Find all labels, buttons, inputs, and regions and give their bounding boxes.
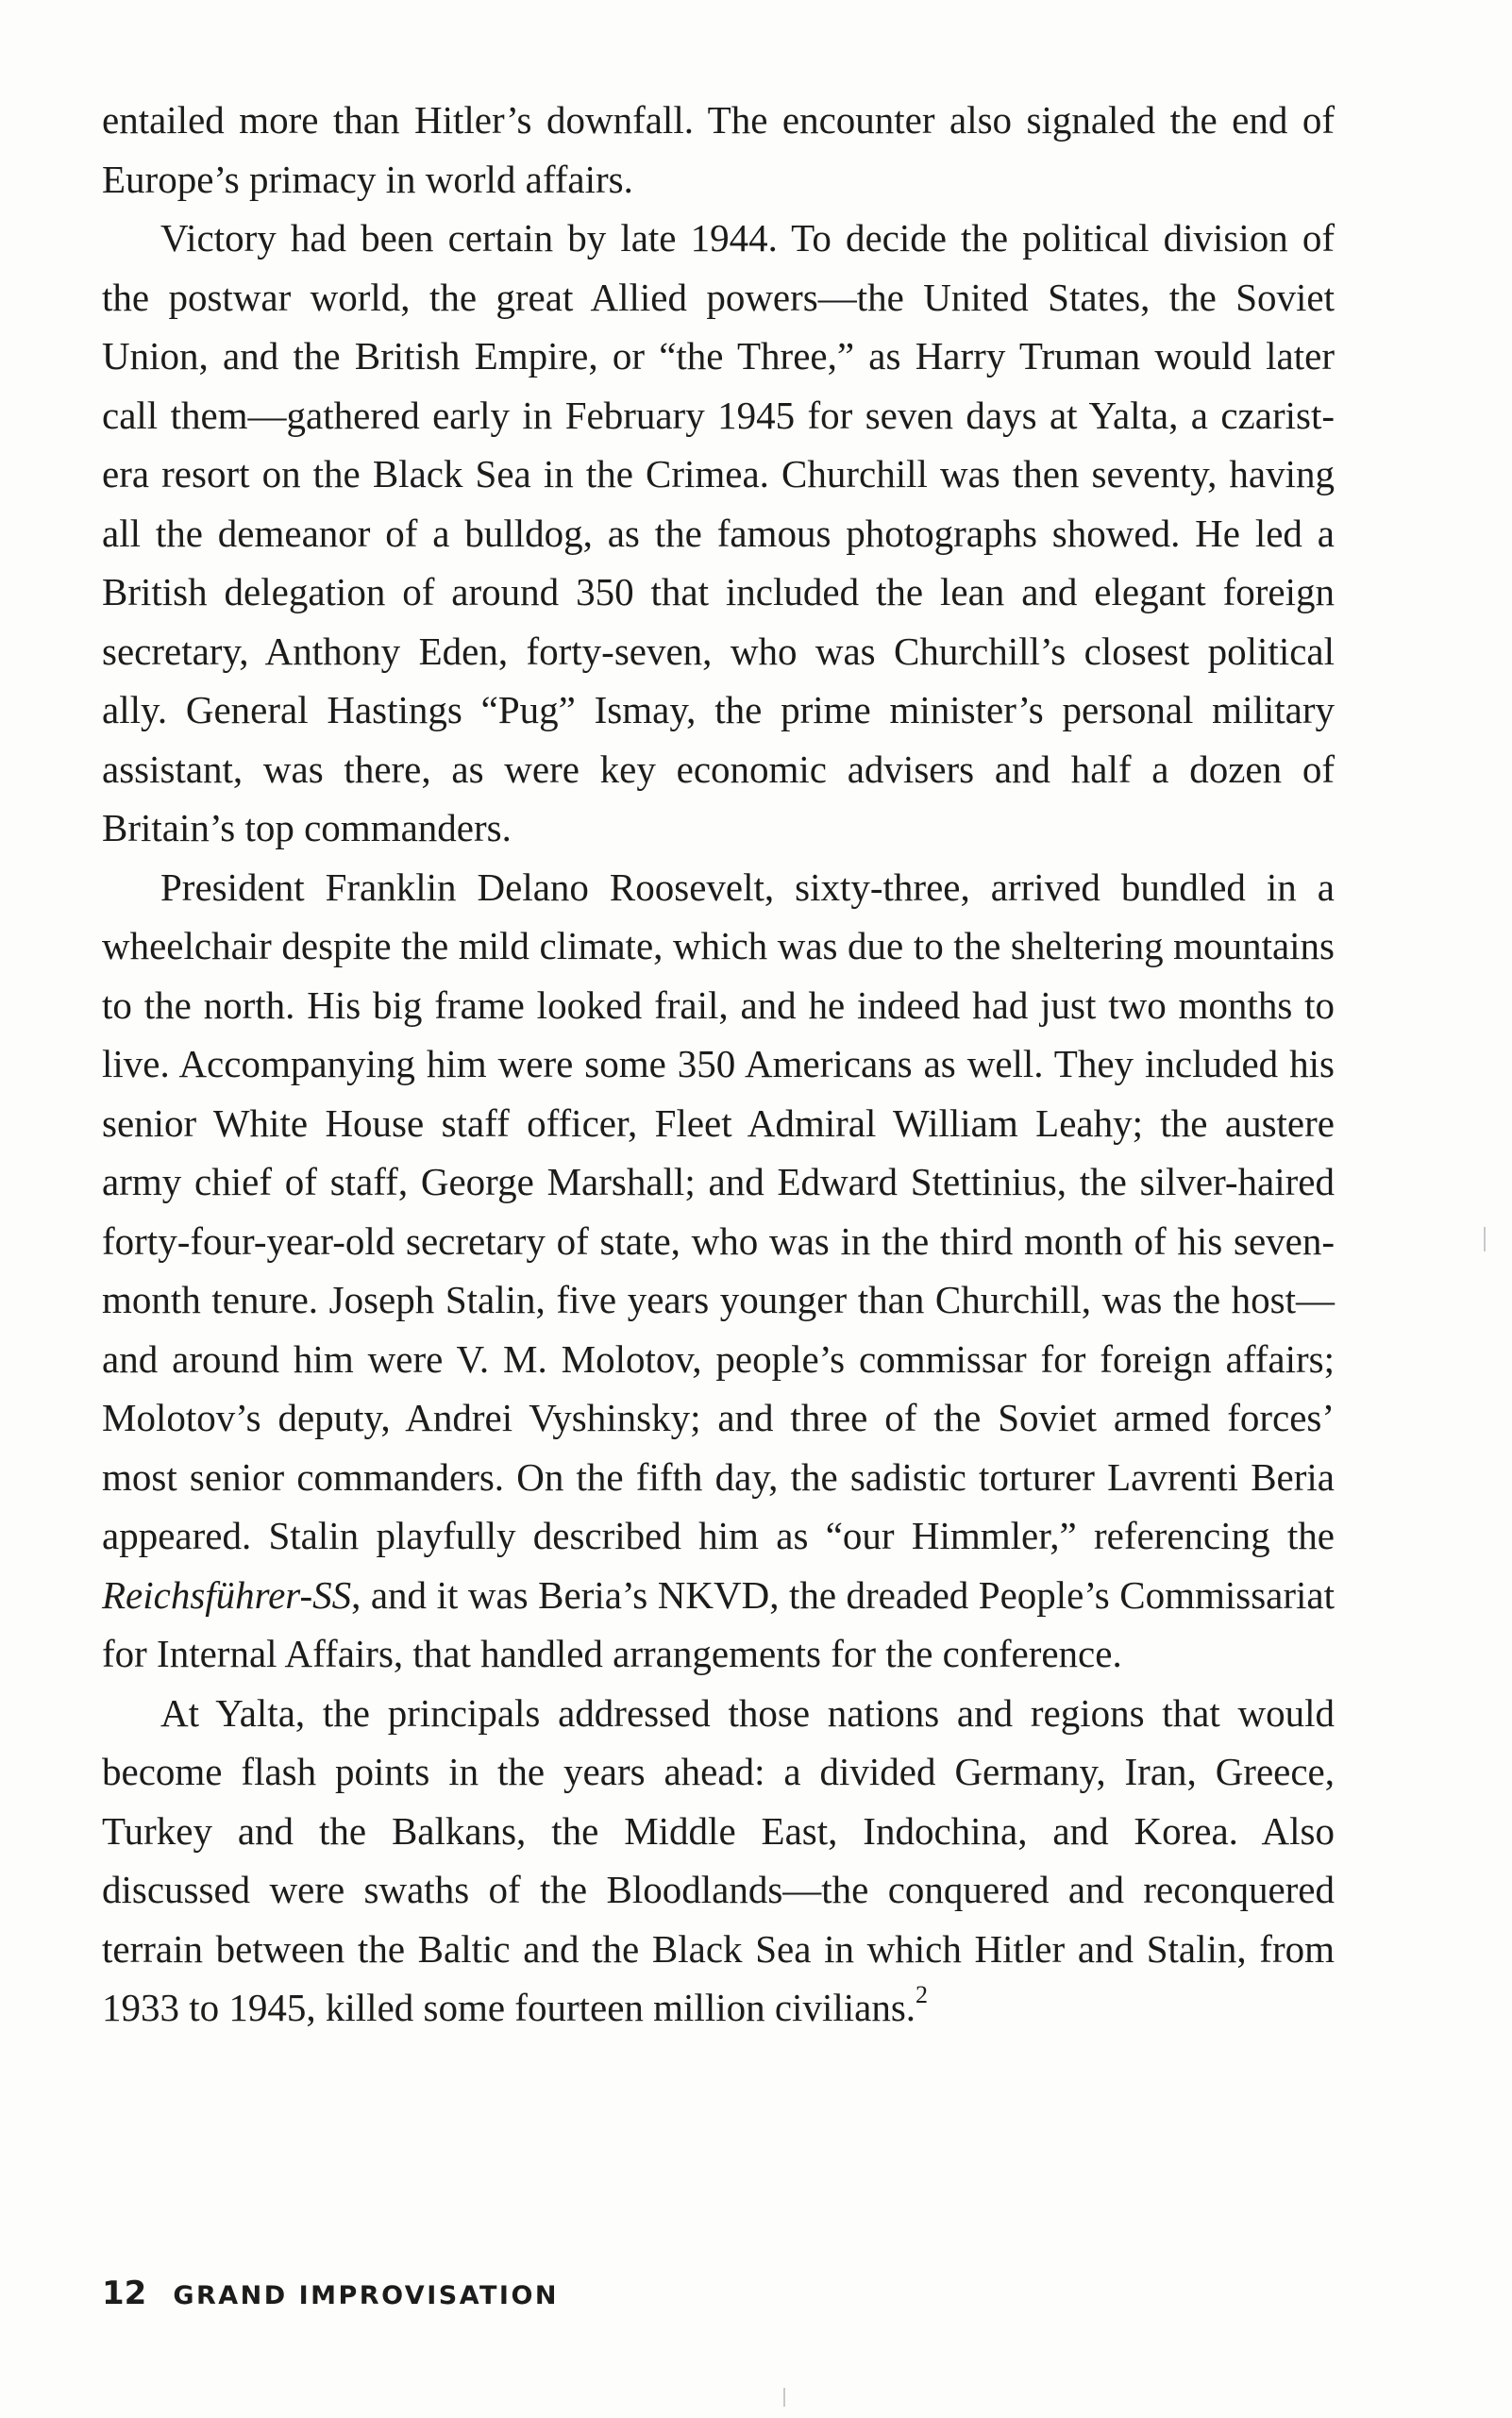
body-text <box>102 91 1335 2038</box>
paragraph-yalta-text: At Yalta, the principals addressed those nations and regions that would become flash points in the years ahead: a divided Germany, Iran, Greece, Turkey and the Balkans, the Middle East, Indochina, and Korea. Also discussed were swaths of the Bloodlands—the conquered and reconquered terrain between the Baltic and the Black Sea in which Hitler and Stalin, from 1933 to 1945, killed some fourteen million civilians. <box>102 1690 1335 2029</box>
paragraph-continuation: entailed more than Hitler’s downfall. The encounter also signaled the end of Europe’s primacy in world affairs. <box>102 98 1335 201</box>
page-number: 12 <box>102 2275 147 2312</box>
paragraph-roosevelt <box>102 858 1335 1684</box>
running-title: GRAND IMPROVISATION <box>173 2281 560 2310</box>
scan-speck <box>1484 1227 1486 1251</box>
footnote-marker: 2 <box>916 1981 929 2009</box>
scan-speck <box>783 2388 785 2407</box>
paragraph-victory: Victory had been certain by late 1944. To decide the political division of the postwar world, the great Allied powers—the United States, the Soviet Union, and the British Empire, or “the Three,” as Harry Truman would later call them—gathered early in February 1945 for seven days at Yalta, a czarist-era resort on the Black Sea in the Crimea. Churchill was then seventy, having all the demeanor of a bulldog, as the famous photographs showed. He led a British delegation of around 350 that included the lean and elegant foreign secretary, Anthony Eden, forty-seven, who was Churchill’s closest political ally. General Hastings “Pug” Ismay, the prime minister’s personal military assistant, was there, as were key economic advisers and half a dozen of Britain’s top commanders. <box>102 216 1335 849</box>
paragraph-yalta <box>102 1684 1335 2038</box>
paragraph-roosevelt-text-a: President Franklin Delano Roosevelt, sixty-three, arrived bundled in a wheelchair despite the mild climate, which was due to the sheltering mountains to the north. His big frame looked frail, and he indeed had just two months to live. Accompanying him were some 350 Americans as well. They included his senior White House staff officer, Fleet Admiral William Leahy; the austere army chief of staff, George Marshall; and Edward Stettinius, the silver-haired forty-four-year-old secretary of state, who was in the third month of his seven-month tenure. Joseph Stalin, five years younger than Churchill, was the host—and around him were V. M. Molotov, people’s commissar for foreign affairs; Molotov’s deputy, Andrei Vyshinsky; and three of the Soviet armed forces’ most senior commanders. On the fifth day, the sadistic torturer Lavrenti Beria appeared. Stalin playfully described him as “our Himmler,” referencing the <box>102 865 1335 1557</box>
reichsfuhrer-italic: Reichsführer-SS <box>102 1572 352 1617</box>
page-footer <box>102 2275 559 2312</box>
paragraph-roosevelt-text-b: , and it was Beria’s NKVD, the dreaded People’s Commissariat for Internal Affairs, that handled arrangements for the conference. <box>102 1572 1335 1675</box>
